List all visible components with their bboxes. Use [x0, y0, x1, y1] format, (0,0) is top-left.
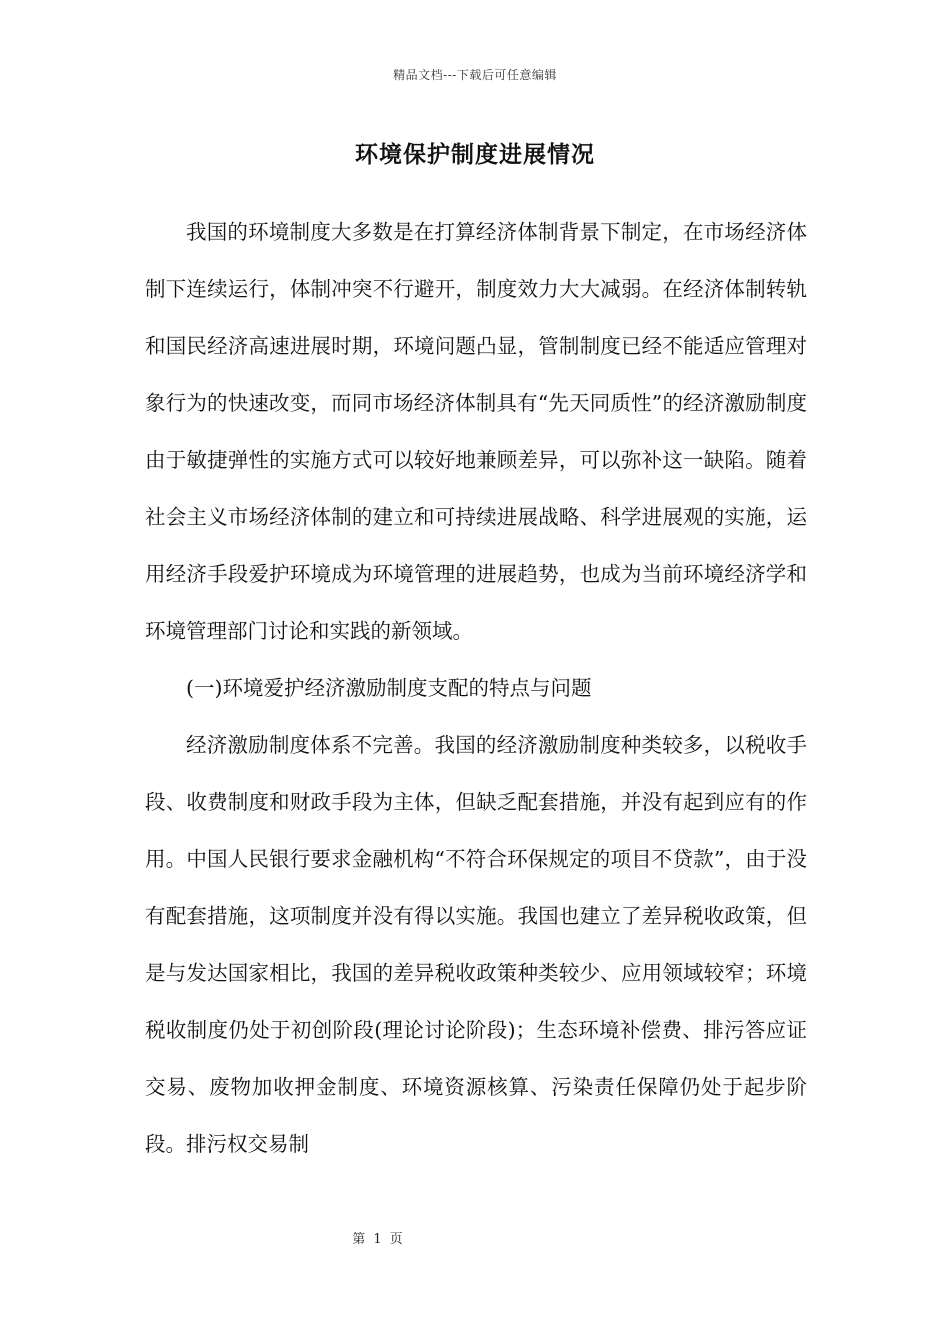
section-heading: (一)环境爱护经济激励制度支配的特点与问题 — [186, 676, 592, 700]
header-note: 精品文档---下载后可任意编辑 — [393, 68, 557, 82]
document-title: 环境保护制度进展情况 — [355, 141, 595, 168]
page-number: 第 1 页 — [352, 1232, 403, 1247]
paragraph-intro: 我国的环境制度大多数是在打算经济体制背景下制定，在市场经济体制下连续运行，体制冲突不行避开，制度效力大大减弱。在经济体制转轨和国民经济高速进展时期，环境问题凸显，管制制度已经不能适应管理对象行为的快速改变，而同市场经济体制具有“先天同质性”的经济激励制度由于敏捷弹性的实施方式可以较好地兼顾差异，可以弥补这一缺陷。随着社会主义市场经济体制的建立和可持续进展战略、科学进展观的实施，运用经济手段爱护环境成为环境管理的进展趋势，也成为当前环境经济学和环境管理部门讨论和实践的新领域。 — [145, 220, 807, 643]
document-body — [145, 204, 807, 1173]
paragraph-incentive-system: 经济激励制度体系不完善。我国的经济激励制度种类较多，以税收手段、收费制度和财政手段为主体，但缺乏配套措施，并没有起到应有的作用。中国人民银行要求金融机构“不符合环保规定的项目不贷款”，由于没有配套措施，这项制度并没有得以实施。我国也建立了差异税收政策，但是与发达国家相比，我国的差异税收政策种类较少、应用领域较窄；环境税收制度仍处于初创阶段(理论讨论阶段)；生态环境补偿费、排污答应证交易、废物加收押金制度、环境资源核算、污染责任保障仍处于起步阶段。排污权交易制 — [145, 733, 807, 1156]
